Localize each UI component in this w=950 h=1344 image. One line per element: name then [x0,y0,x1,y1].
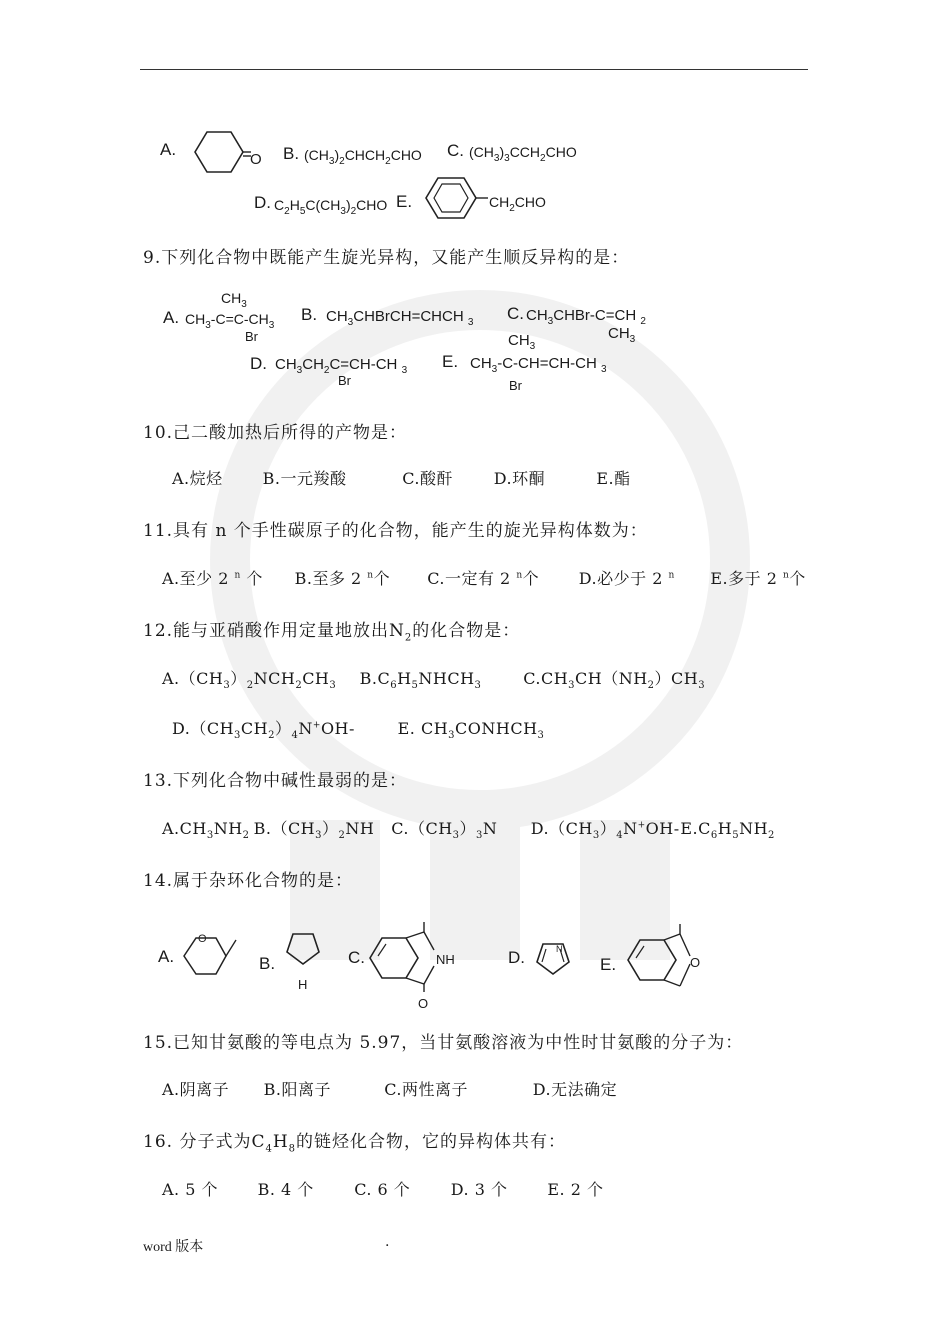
q15-options [162,1077,617,1100]
q14-e-label: E. [600,955,617,974]
q14-b-label: B. [259,954,276,973]
q8-b-label: B. [283,144,300,163]
svg-text:N: N [556,944,563,954]
q8-e-formula: $CH_2CHO$ [489,194,546,214]
q9-a-bottom: Br [245,329,258,344]
pyrrole-structure [533,940,575,980]
q12-stem: 12.能与亚硝酸作用定量地放出$N_2$的化合物是： [143,621,521,644]
q13-option-c: $C.(CH_3)_3N$ [391,819,498,842]
q12-option-e: E. $CH_3CONHCH_3$ [397,719,545,742]
q15-option-c: C.两性离子 [384,1080,468,1099]
q8-b-formula: $(CH_3)_2CHCH_2CHO$ [304,147,422,167]
phthalimide-o: O [418,996,429,1011]
q9-d-main: $CH_3CH_2C=CH-CH$ $_3$ [275,356,408,376]
q14-a-label: A. [158,947,175,966]
q16-option-a: A. 5 个 [162,1180,218,1199]
anhydride-o: O [690,955,701,970]
q15-option-b: B.阳离子 [263,1080,331,1099]
pyrrolidine-h: H [298,977,308,992]
q13-option-b: $B.(CH_3)_2NH$ [253,819,375,842]
q15-option-a: A.阴离子 [162,1080,230,1099]
q8-c-formula: $(CH_3)_3CCH_2CHO$ [469,144,577,164]
q16-options [162,1177,604,1200]
q14-stem: 14.属于杂环化合物的是： [143,871,354,891]
lactone-structure [176,928,246,990]
q12-option-c: $C.CH_3CH(NH_2)CH_3$ [523,669,706,692]
q11-option-a: A.至少 2 $^n$ 个 [162,569,263,588]
q8-a-label: A. [160,140,177,159]
phthalimide-nh: NH [436,952,455,967]
q14-d-label: D. [508,948,525,967]
q9-e-bottom: Br [509,378,522,393]
cyclohexanone-o: O [250,151,262,168]
q10-option-d: D.环酮 [493,469,546,488]
q11-option-b: B.至多 2 $^n$个 [294,569,391,588]
q9-b-label: B. [301,305,318,324]
q16-option-c: C. 6 个 [354,1180,411,1199]
q9-b-main: $CH_3CHBrCH=CHCH$ $_3$ [326,308,474,328]
q13-options [162,816,775,841]
q9-e-main: $CH_3-C-CH=CH-CH$ $_3$ [470,355,607,375]
q8-c-label: C. [447,141,464,160]
q15-stem: 15.已知甘氨酸的等电点为 5.97，当甘氨酸溶液为中性时甘氨酸的分子为： [143,1033,744,1053]
q11-stem: 11.具有 n 个手性碳原子的化合物，能产生的旋光异构体数为： [143,521,648,541]
q8-e-label: E. [396,192,413,211]
q10-option-b: B.一元羧酸 [262,469,347,488]
q9-a-label: A. [163,308,180,327]
q13-option-a: $A.CH_3NH_2$ [162,819,250,842]
q8-d-formula: $C_2H_5C(CH_3)_2CHO$ [274,197,388,217]
benzene-ring-structure [422,174,492,224]
q16-stem: 16. 分子式为$C_4H_8$的链烃化合物，它的异构体共有： [143,1132,567,1155]
q11-option-e: E.多于 2 $^n$个 [710,569,806,588]
footer-dot: . [385,1234,390,1250]
q8-d-label: D. [254,193,271,212]
q12-option-d: $D.(CH_3CH_2)_4N^+OH-$ [172,719,355,742]
q16-option-b: B. 4 个 [257,1180,314,1199]
header-rule [140,69,808,70]
footer-version: word 版本 [143,1240,204,1255]
q9-e-label: E. [442,352,459,371]
q11-option-d: D.必少于 2 $^n$ [578,569,675,588]
q9-stem: 9.下列化合物中既能产生旋光异构，又能产生顺反异构的是： [143,248,630,268]
svg-text:O: O [198,933,207,945]
q13-option-e: $E.C_6H_5NH_2$ [680,819,775,842]
q16-option-e: E. 2 个 [547,1180,604,1199]
pyrrolidine-structure [281,930,325,974]
q9-c-bottom: $CH_3$ [608,325,636,345]
q11-option-c: C.一定有 2 $^n$个 [427,569,540,588]
q10-option-a: A.烷烃 [172,469,223,488]
q9-d-label: D. [250,354,267,373]
q13-stem: 13.下列化合物中碱性最弱的是： [143,771,408,791]
q10-option-c: C.酸酐 [402,469,453,488]
q10-stem: 10.己二酸加热后所得的产物是： [143,423,408,443]
q9-a-top: $CH_3$ [221,290,247,310]
q9-e-top: $CH_3$ [508,332,536,352]
q12-options-row1 [162,666,705,691]
q9-c-main: $CH_3CHBr-C=CH$ $_2$ [526,307,646,327]
q9-d-bottom: Br [338,373,351,388]
q10-options [172,466,631,489]
q9-c-label: C. [507,304,524,323]
q15-option-d: D.无法确定 [532,1080,618,1099]
q16-option-d: D. 3 个 [450,1180,508,1199]
q12-option-a: $A.(CH_3)_2NCH_2CH_3$ [162,669,337,692]
q14-c-label: C. [348,948,365,967]
q9-a-main: $CH_3-C=C-CH_3$ [185,311,275,331]
q10-option-e: E.酯 [596,469,631,488]
q11-options [162,566,806,589]
q13-option-d: $D.(CH_3)_4N^+OH-$ [530,819,680,842]
q12-option-b: $B.C_6H_5NHCH_3$ [359,669,482,692]
q12-options-row2 [172,716,544,741]
